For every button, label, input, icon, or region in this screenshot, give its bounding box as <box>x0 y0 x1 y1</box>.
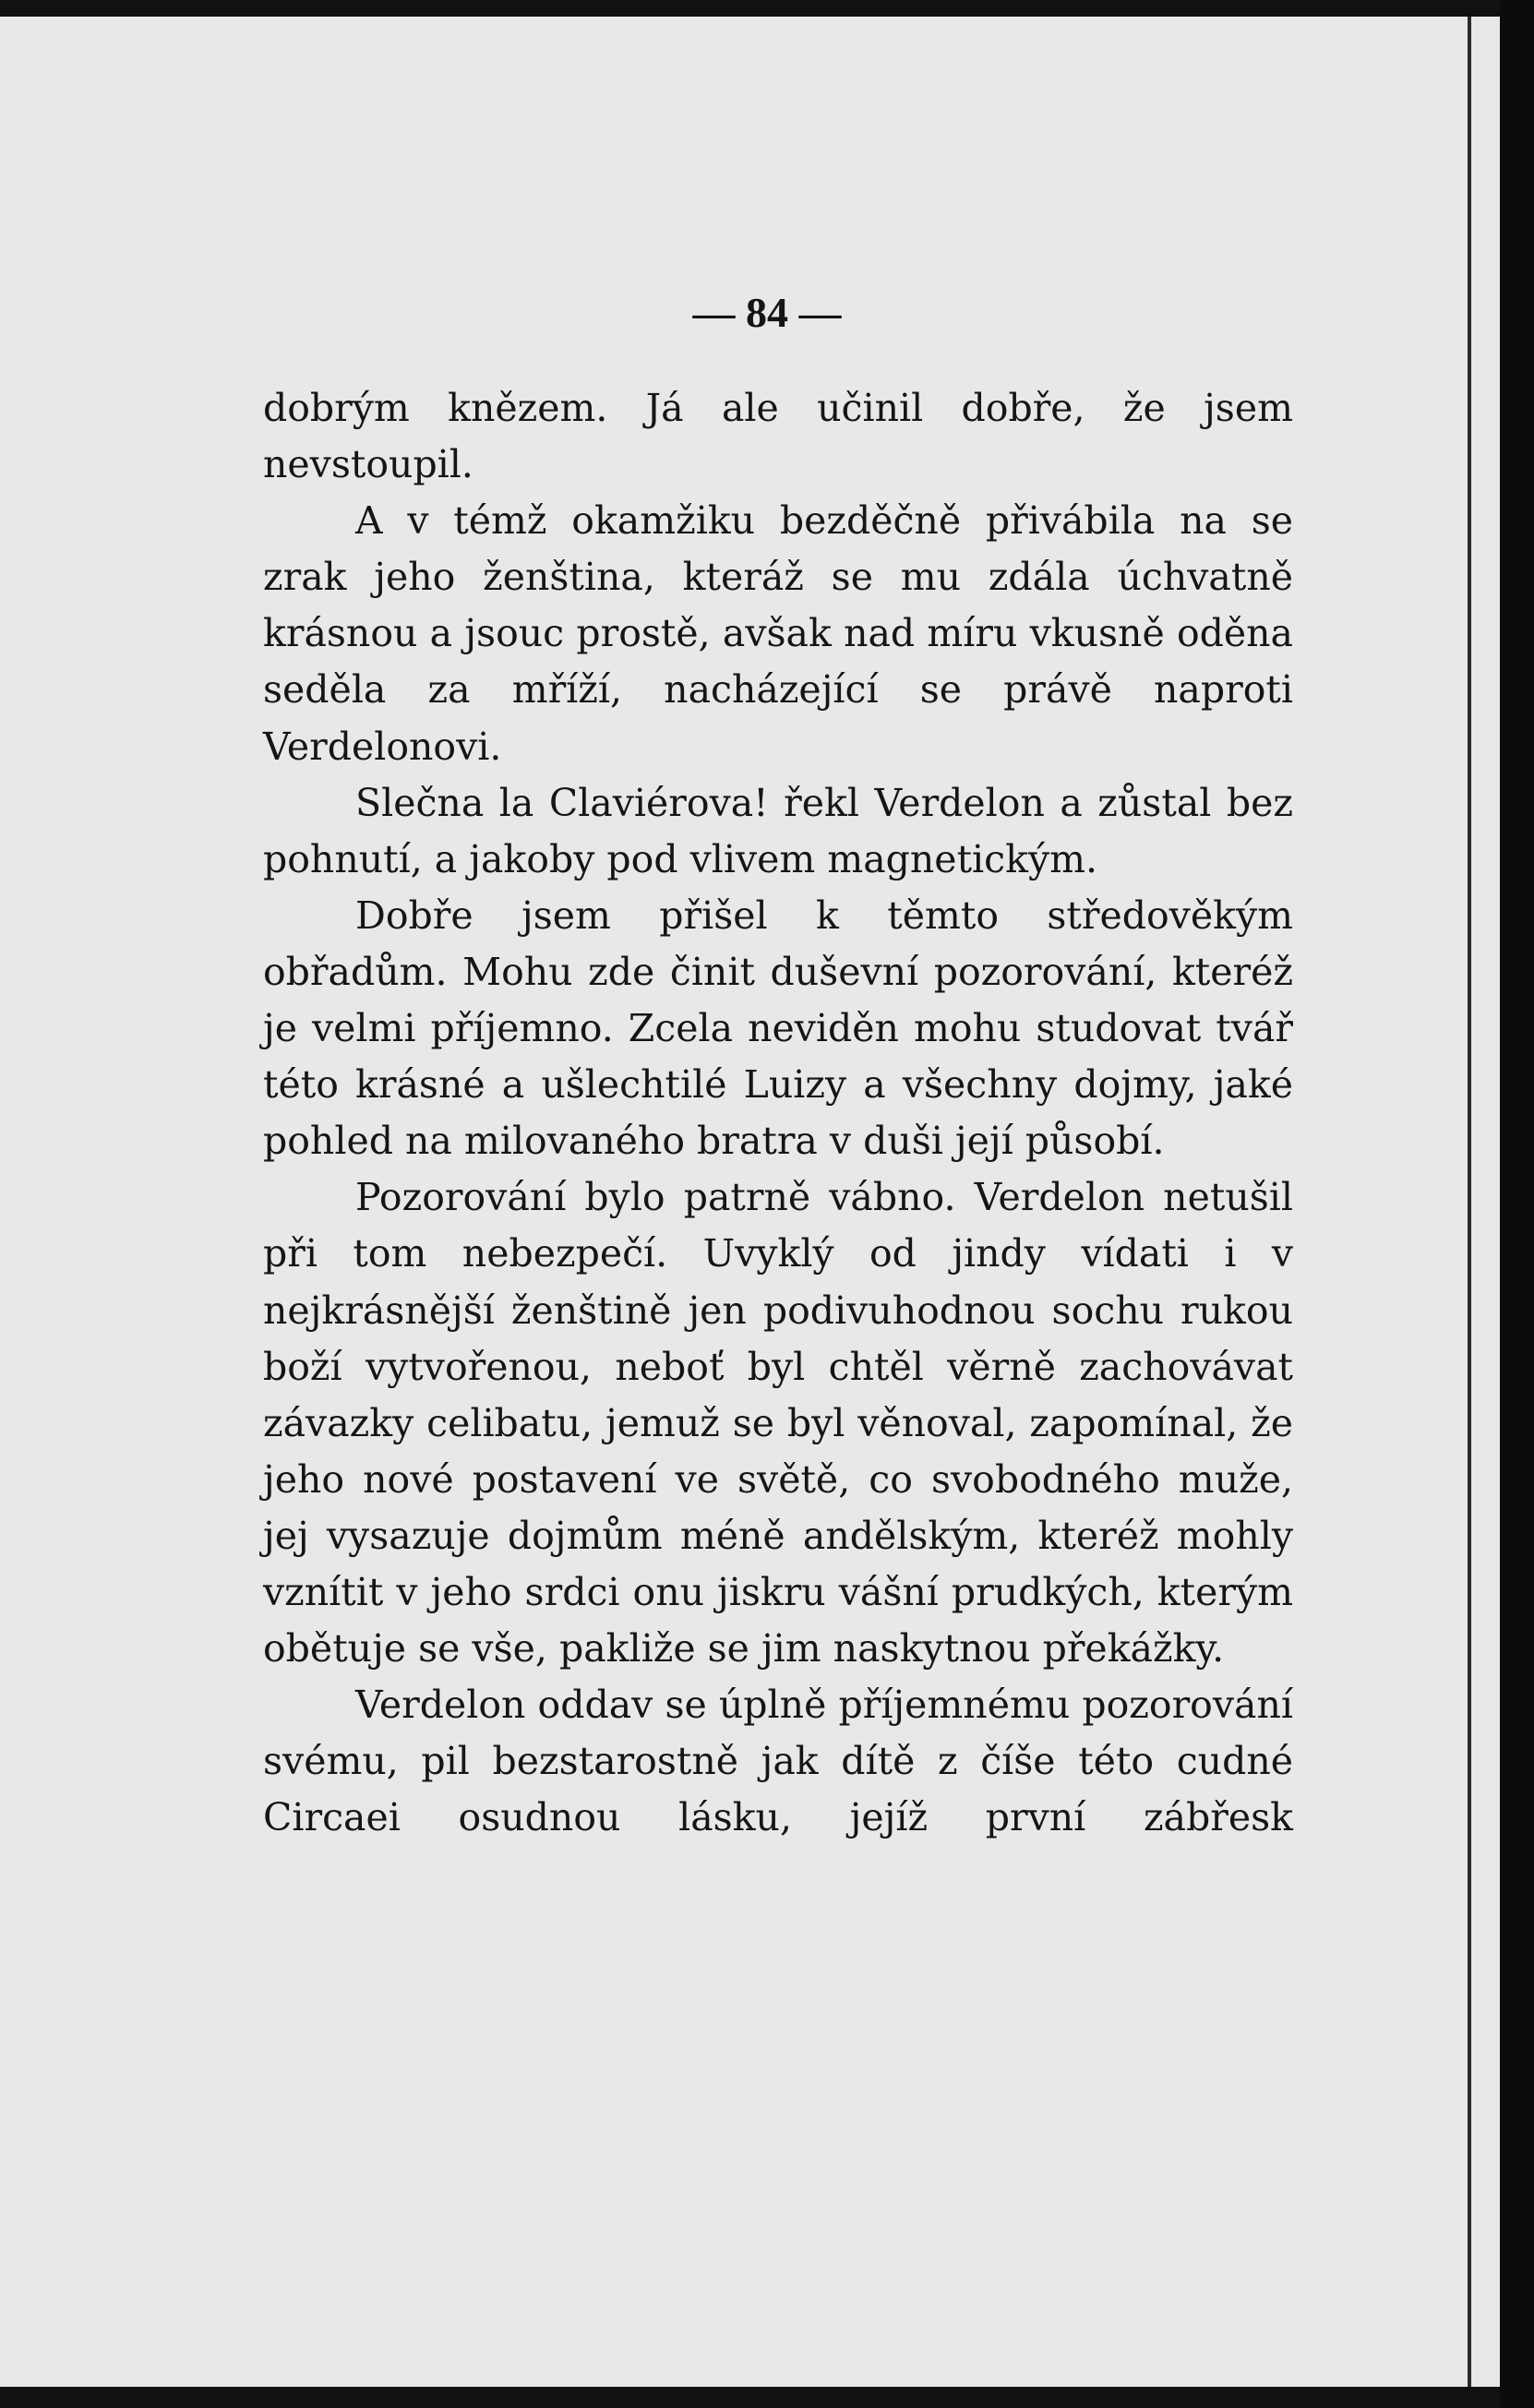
paragraph: Dobře jsem přišel k těmto středověkým obřadům. Mohu zde činit duševní pozorování, kteréž je velmi příjemno. Zcela neviděn mohu studovat tvář této krásné a ušlechtilé Luizy a všechny dojmy, jaké pohled na milovaného bratra v duši její působí. <box>263 893 1293 1164</box>
scan-bottom-border <box>0 2387 1500 2408</box>
scan-top-border <box>0 0 1500 17</box>
paragraph-continues: Verdelon oddav se úplně příjemnému pozorování svému, pil bezstarostně jak dítě z číše této cudné Circaei osudnou lásku, jejíž první zábřesk <box>263 1683 1293 1840</box>
page-number: — 84 — <box>692 289 842 336</box>
paragraph: Slečna la Claviérova! řekl Verdelon a zůstal bez pohnutí, a jakoby pod vlivem magnetickým. <box>263 780 1293 881</box>
page-edge-line <box>1468 17 1471 2387</box>
paragraph: Pozorování bylo patrně vábno. Verdelon netušil při tom nebezpečí. Uvyklý od jindy vídati i v nejkrásnější ženštině jen podivuhodnou sochu rukou boží vytvořenou, neboť byl chtěl věrně zachovávat závazky celibatu, jemuž se byl věnoval, zapomínal, že jeho nové postavení ve světě, co svobodného muže, jej vysazuje dojmům méně andělským, kteréž mohly vznítit v jeho srdci onu jiskru vášní prudkých, kterým obětuje se vše, pakliže se jim naskytnou překážky. <box>263 1175 1293 1671</box>
paragraph: A v témž okamžiku bezděčně přivábila na se zrak jeho ženština, kteráž se mu zdála úchvatně krásnou a jsouc prostě, avšak nad míru vkusně oděna seděla za mříží, nacházející se právě naproti Verdelonovi. <box>263 498 1293 769</box>
body-text <box>263 380 1293 1846</box>
paragraph-continuation: dobrým knězem. Já ale učinil dobře, že jsem nevstoupil. <box>263 386 1293 487</box>
